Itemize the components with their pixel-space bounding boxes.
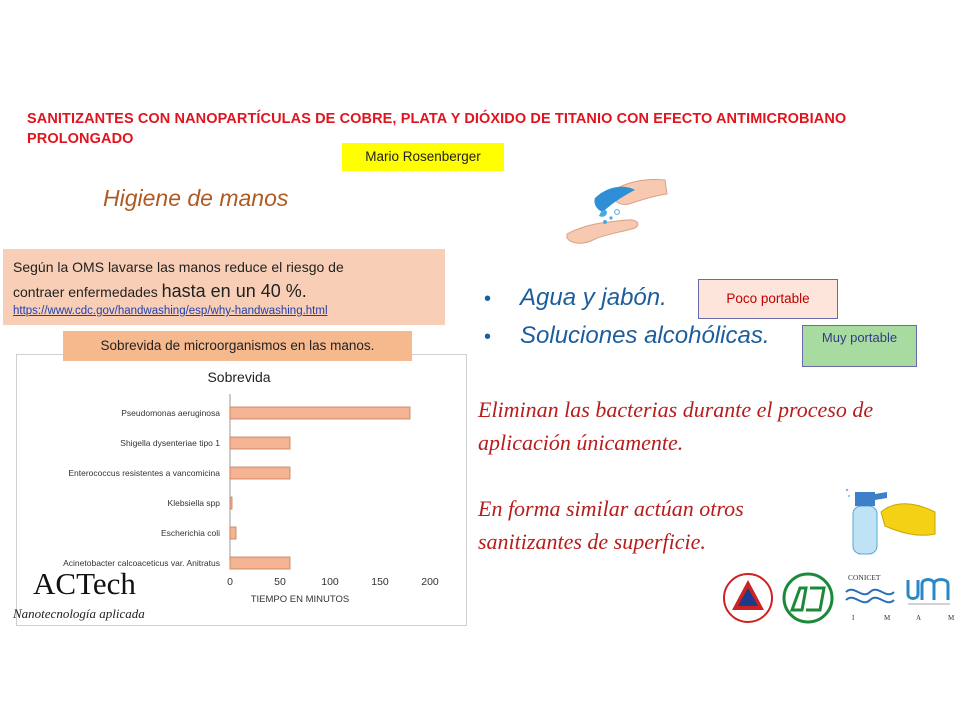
category-labels	[63, 408, 220, 568]
section-subtitle: Higiene de manos	[103, 185, 289, 211]
bar-1	[230, 437, 290, 449]
category-label-3: Klebsiella spp	[167, 498, 220, 508]
imam-letter: I	[852, 614, 855, 622]
bullet-item	[484, 322, 769, 350]
x-tick-4: 200	[421, 576, 439, 588]
bar-group	[230, 407, 410, 569]
unam-logo	[908, 580, 950, 605]
paragraph-eliminan: Eliminan las bacterias durante el proceso de aplicación únicamente.	[478, 397, 874, 455]
bullet-text: Soluciones alcohólicas.	[520, 322, 770, 349]
tag-muy-portable: Muy portable	[802, 325, 917, 367]
university-seal-logo	[724, 574, 772, 622]
x-axis-label: TIEMPO EN MINUTOS	[250, 594, 350, 605]
oms-emphasis: hasta en un 40 %.	[161, 281, 307, 301]
actech-tagline: Nanotecnología aplicada	[13, 606, 145, 621]
x-tick-1: 50	[274, 576, 286, 588]
bullet-item	[484, 284, 667, 312]
conicet-text: CONICET	[848, 573, 881, 582]
oms-line1: Según la OMS lavarse las manos reduce el riesgo de	[13, 259, 344, 275]
category-label-2: Enterococcus resistentes a vancomicina	[68, 468, 220, 478]
eq-logo	[784, 574, 832, 622]
hand-washing-icon	[565, 172, 675, 250]
bar-0	[230, 407, 410, 419]
bullet-dot-icon: •	[484, 288, 492, 310]
category-label-5: Acinetobacter calcoaceticus var. Anitratus	[63, 558, 220, 568]
bar-4	[230, 527, 236, 539]
oms-statement	[13, 255, 443, 304]
x-tick-2: 100	[321, 576, 339, 588]
chart-title: Sobrevida	[207, 369, 271, 385]
category-label-0: Pseudomonas aeruginosa	[121, 408, 220, 418]
bar-5	[230, 557, 290, 569]
spray-bottle-icon	[845, 486, 937, 558]
bar-2	[230, 467, 290, 479]
category-label-1: Shigella dysenteriae tipo 1	[120, 438, 220, 448]
bar-3	[230, 497, 232, 509]
x-tick-labels	[227, 576, 439, 588]
x-tick-3: 150	[371, 576, 389, 588]
survival-label: Sobrevida de microorganismos en las manos.	[63, 331, 412, 361]
imam-letter: A	[916, 614, 922, 622]
cdc-link[interactable]: https://www.cdc.gov/handwashing/esp/why-handwashing.html	[13, 305, 328, 317]
paragraph-similar: En forma similar actúan otros sanitizantes de superficie.	[478, 496, 744, 554]
x-tick-0: 0	[227, 576, 233, 588]
institution-logos	[722, 572, 958, 628]
bullet-dot-icon: •	[484, 326, 492, 348]
author-label: Mario Rosenberger	[342, 143, 504, 171]
category-label-4: Escherichia coli	[160, 528, 220, 538]
actech-logo-text: ACTech	[33, 566, 136, 601]
oms-line2: contraer enfermedades	[13, 284, 162, 300]
tag-poco-portable: Poco portable	[698, 279, 838, 319]
imam-letter: M	[884, 614, 891, 622]
imam-letter: M	[948, 614, 955, 622]
bullet-text: Agua y jabón.	[520, 284, 667, 311]
slide-title: SANITIZANTES CON NANOPARTÍCULAS DE COBRE, PLATA Y DIÓXIDO DE TITANIO CON EFECTO ANTIMICROBIANO PROLONGADO	[27, 111, 847, 147]
